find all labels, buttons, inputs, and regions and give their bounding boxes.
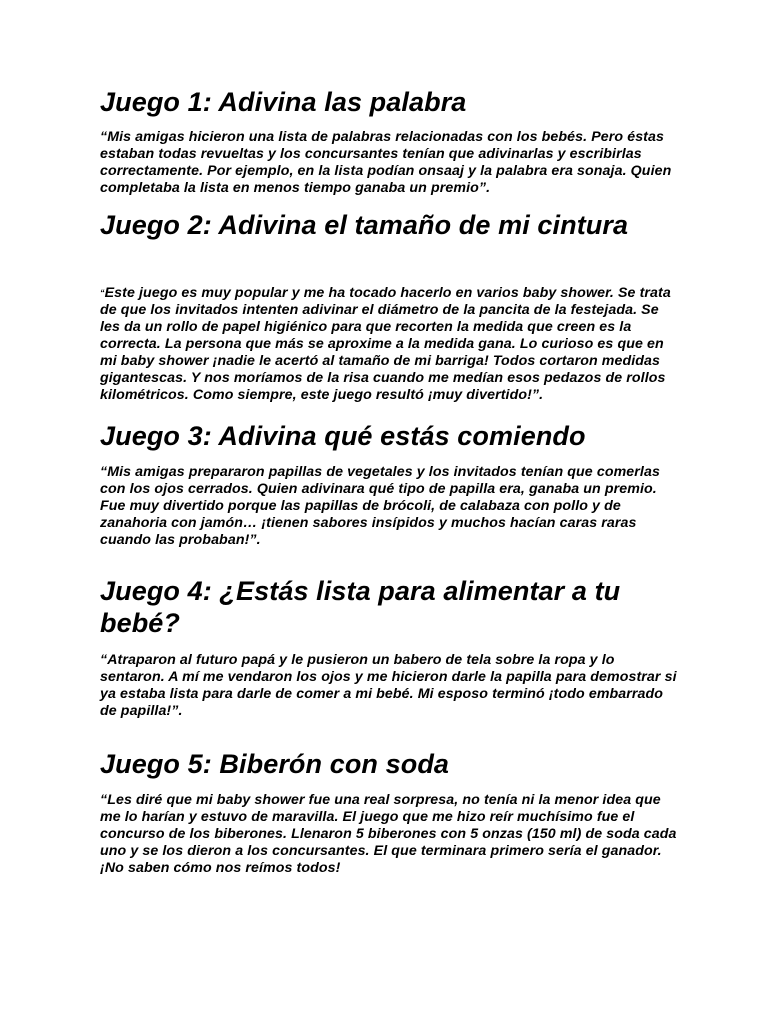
section-1-title: Juego 1: Adivina las palabra — [100, 87, 467, 117]
section-5-text: “Les diré que mi baby shower fue una real sorpresa, no tenía ni la menor idea que me lo harían y estuvo de maravilla. El juego que me hizo reír muchísimo fue el concurso de los biberones. Llenaron 5 biberones con 5 onzas (150 ml) de soda cada uno y se los dieron a los concursantes. El que terminara primero sería el ganador. ¡No saben cómo nos reímos todos! — [100, 792, 677, 876]
section-5-title: Juego 5: Biberón con soda — [100, 749, 450, 779]
section-2-text — [100, 285, 680, 404]
section-2-title: Juego 2: Adivina el tamaño de mi cintura — [100, 210, 629, 240]
section-4-title: Juego 4: ¿Estás lista para alimentar a tu bebé? — [100, 576, 621, 638]
section-3-title: Juego 3: Adivina qué estás comiendo — [100, 421, 586, 451]
section-1-text: “Mis amigas hicieron una lista de palabras relacionadas con los bebés. Pero éstas estaban todas revueltas y los concursantes tenían que adivinarlas y escribirlas correctamente. Por ejemplo, en la lista podían onsaaj y la palabra era sonaja. Quien completaba la lista en menos tiempo ganaba un premio”. — [100, 129, 672, 196]
section-3-text: “Mis amigas prepararon papillas de vegetales y los invitados tenían que comerlas con los ojos cerrados. Quien adivinara qué tipo de papilla era, ganaba un premio. Fue muy divertido porque las papillas de brócoli, de calabaza con pollo y de zanahoria con jamón… ¡tienen sabores insípidos y muchos hacían caras raras cuando las probaban!”. — [100, 464, 660, 548]
section-2-quote-mark: “ — [100, 288, 105, 298]
section-4-text: “Atraparon al futuro papá y le pusieron un babero de tela sobre la ropa y lo sentaron. A mí me vendaron los ojos y me hicieron darle la papilla para demostrar si ya estaba lista para darle de comer a mi bebé. Mi esposo terminó ¡todo embarrado de papilla!”. — [100, 652, 677, 719]
section-2-text-body: Este juego es muy popular y me ha tocado hacerlo en varios baby shower. Se trata de que los invitados intenten adivinar el diámetro de la pancita de la festejada. Se les da un rollo de papel higiénico para que recorten la medida que creen es la correcta. La persona que más se aproxime a la medida gana. Lo curioso es que en mi baby shower ¡nadie le acertó al tamaño de mi barriga! Todos cortaron medidas gigantescas. Y nos moríamos de la risa cuando me medían esos pedazos de rollos kilométricos. Como siempre, este juego resultó ¡muy divertido!”. — [100, 285, 671, 403]
